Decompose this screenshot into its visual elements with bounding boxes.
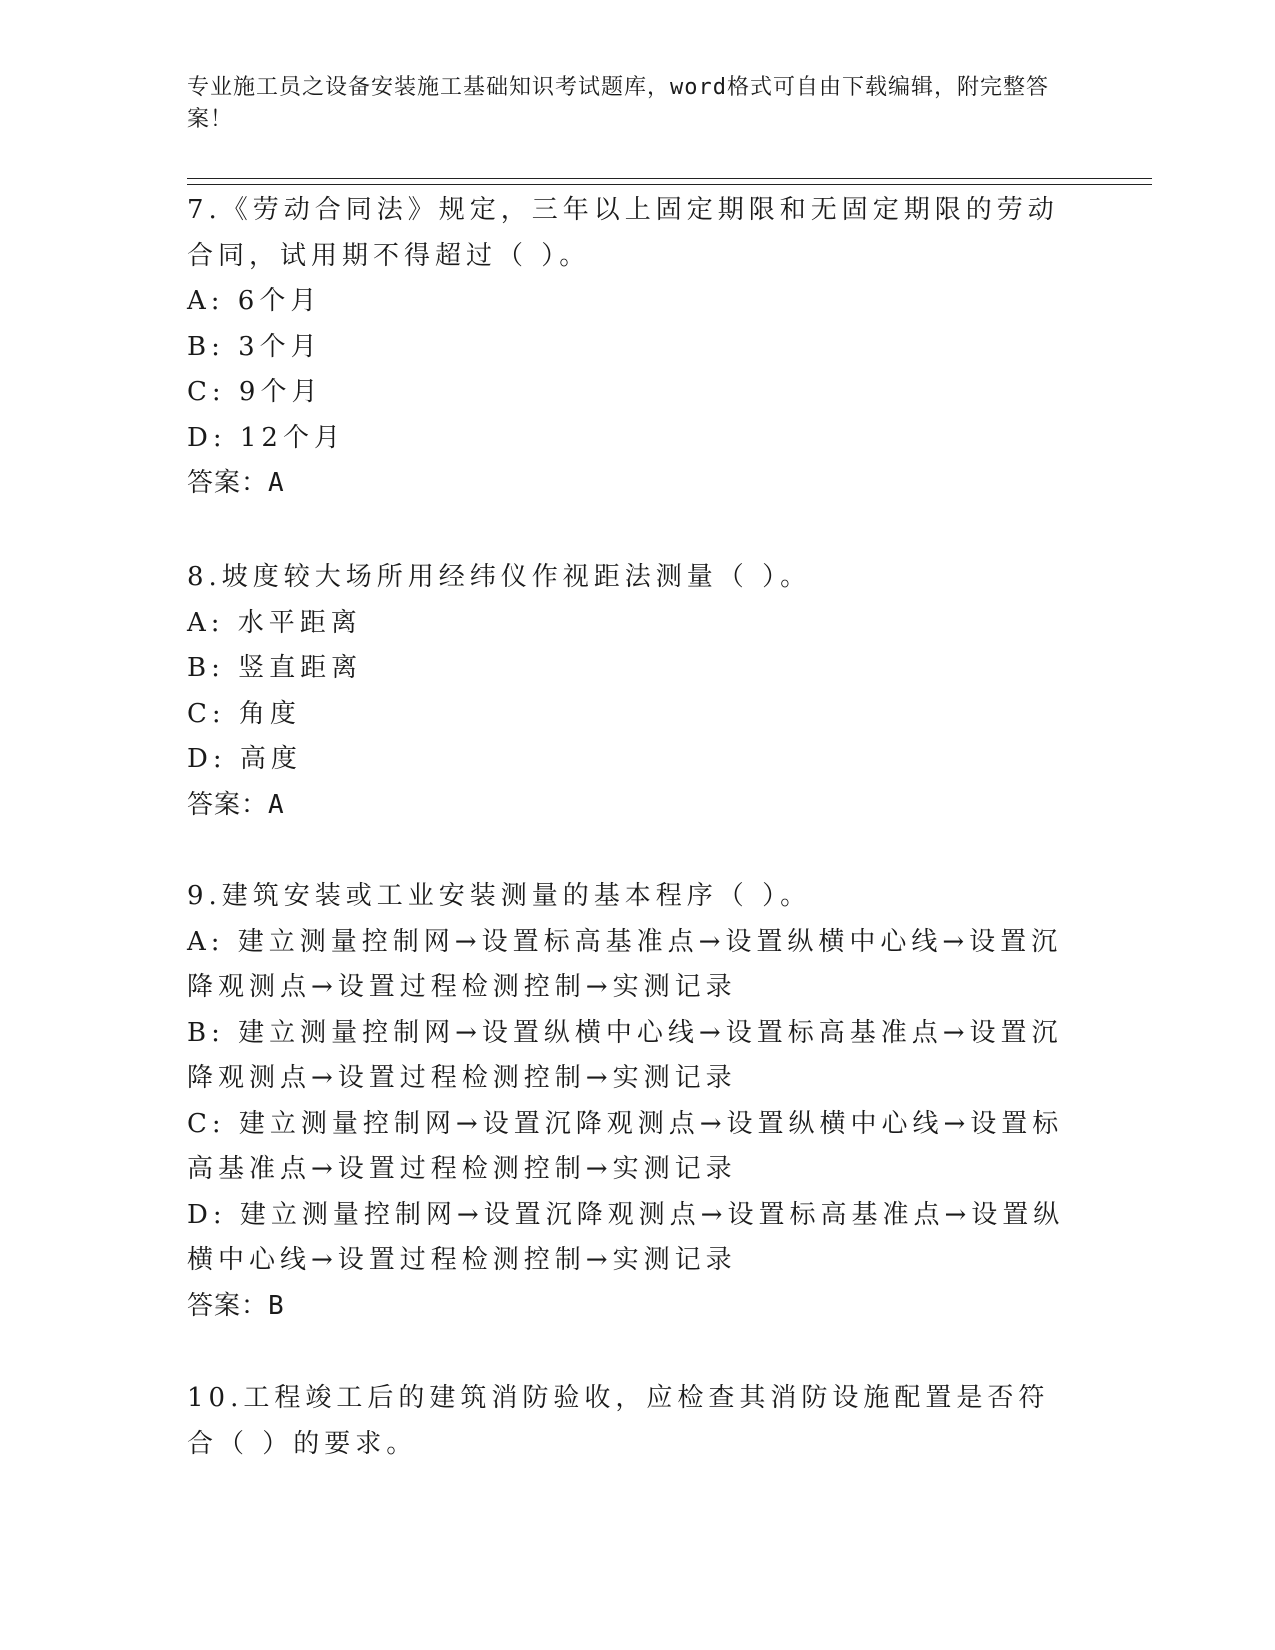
option-b: B: 建立测量控制网→设置纵横中心线→设置标高基准点→设置沉降观测点→设置过程检测控制→实测记录 bbox=[187, 1017, 1063, 1093]
option-a: A: 6个月 bbox=[187, 286, 322, 316]
option-a: A: 水平距离 bbox=[187, 607, 362, 638]
document-header: 专业施工员之设备安装施工基础知识考试题库，word格式可自由下载编辑，附完整答案！ bbox=[187, 75, 1049, 132]
option-c: C: 建立测量控制网→设置沉降观测点→设置纵横中心线→设置标高基准点→设置过程检测控制→实测记录 bbox=[187, 1108, 1064, 1184]
question-10 bbox=[187, 1376, 1077, 1467]
question-stem: 9.建筑安装或工业安装测量的基本程序（ ）。 bbox=[187, 881, 812, 911]
question-stem: 10.工程竣工后的建筑消防验收，应检查其消防设施配置是否符合（ ）的要求。 bbox=[187, 1383, 1050, 1459]
question-stem: 8.坡度较大场所用经纬仪作视距法测量（ ）。 bbox=[187, 562, 812, 592]
answer-label: 答案： bbox=[187, 468, 269, 498]
option-c: C: 9个月 bbox=[187, 377, 323, 407]
answer-label: 答案： bbox=[187, 789, 269, 820]
option-a: A: 建立测量控制网→设置标高基准点→设置纵横中心线→设置沉降观测点→设置过程检测控制→实测记录 bbox=[187, 926, 1063, 1002]
option-b: B: 3个月 bbox=[187, 331, 322, 362]
question-stem: 7.《劳动合同法》规定，三年以上固定期限和无固定期限的劳动合同，试用期不得超过（ ）。 bbox=[187, 195, 1059, 271]
answer-label: 答案： bbox=[187, 1290, 269, 1321]
answer-line bbox=[187, 1284, 1077, 1330]
header-divider-top bbox=[187, 178, 1152, 179]
answer-line bbox=[187, 461, 1077, 507]
option-b: B: 竖直距离 bbox=[187, 653, 363, 683]
answer-value: A bbox=[268, 468, 285, 498]
option-d: D: 12个月 bbox=[187, 422, 345, 453]
option-d: D: 高度 bbox=[187, 744, 302, 774]
option-c: C: 角度 bbox=[187, 698, 301, 729]
option-d: D: 建立测量控制网→设置沉降观测点→设置标高基准点→设置纵横中心线→设置过程检测控制→实测记录 bbox=[187, 1199, 1065, 1275]
header-divider-bottom bbox=[187, 184, 1152, 185]
answer-line bbox=[187, 783, 1077, 829]
question-8 bbox=[187, 555, 1077, 828]
question-7 bbox=[187, 188, 1077, 507]
question-9 bbox=[187, 874, 1077, 1329]
answer-value: A bbox=[268, 789, 285, 820]
answer-value: B bbox=[268, 1290, 285, 1321]
